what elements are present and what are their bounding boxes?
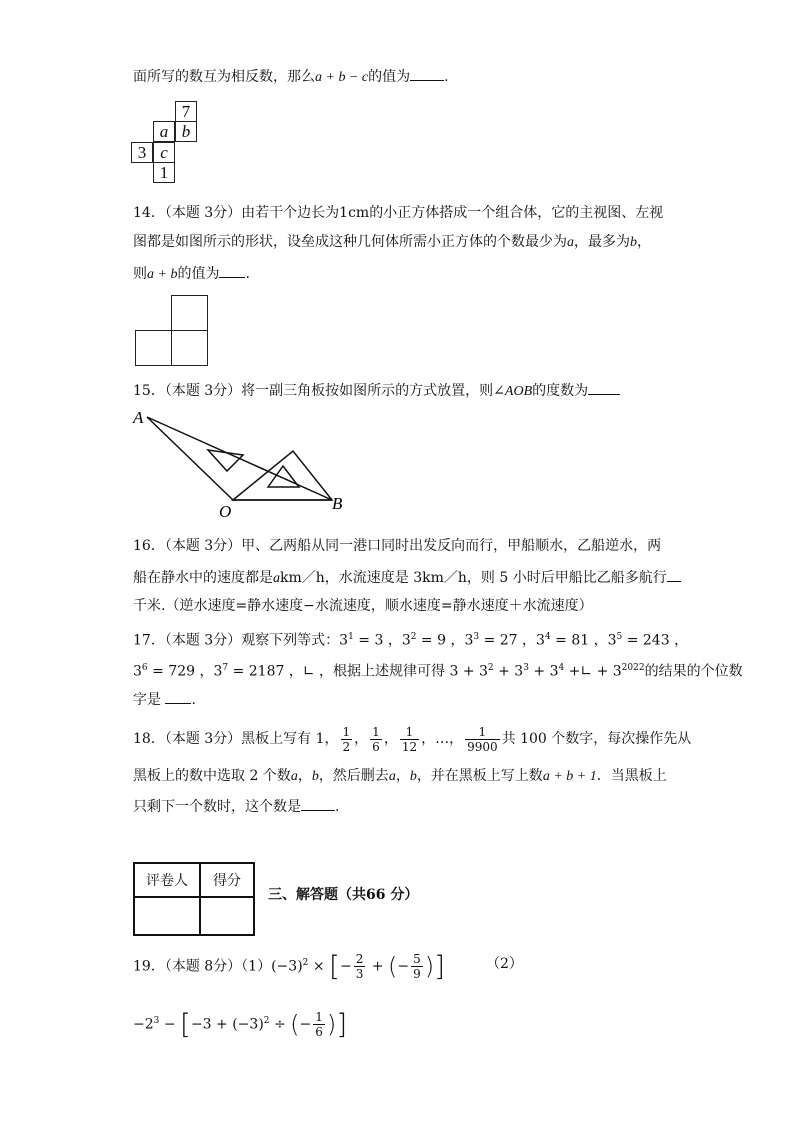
q18-frac-1-num: 1 xyxy=(342,724,351,739)
q18-expr: a + b + 1 xyxy=(542,769,597,784)
q19-p1-frac1-den: 3 xyxy=(355,967,364,982)
q15-text2: 的度数为 xyxy=(532,383,589,399)
section-heading: 三、解答题（共66 分） xyxy=(268,887,419,903)
q14-var-b: b xyxy=(630,235,637,250)
q17-intro: 17．（本题 3分）观察下列等式： xyxy=(133,632,340,649)
score-header-score: 得分 xyxy=(200,863,254,897)
q14-answer-blank xyxy=(219,263,245,278)
q18-line1: 18．（本题 3分）黑板上写有 1， $\frac{1}{2}$ ， $\frac{1}{6}$ ， $\frac{1}{12}$ ，…， $\frac{1}{9900}$ 共 100 个数字，每次操作先从 xyxy=(133,724,692,754)
q17-e5: 3 xyxy=(607,632,617,649)
q17-e6-result: = 729 ， xyxy=(147,663,214,680)
q18-ellipsis: ，…， xyxy=(421,731,464,747)
q19-p2-frac-den: 6 xyxy=(315,1025,323,1040)
q17-sum-exp3: 3 xyxy=(523,663,529,673)
q13-tail: 面所写的数互为相反数，那么 xyxy=(133,69,315,85)
q19-part1 xyxy=(133,946,445,984)
q16-line2 xyxy=(133,567,681,589)
q18-var-b2: b xyxy=(409,769,417,784)
q17-e2: 3 xyxy=(401,632,411,649)
q17-e4-exp: 4 xyxy=(544,632,551,642)
q17-line2-tail: 的结果的个位数 xyxy=(644,663,743,680)
q17-sum-exp2: 2 xyxy=(487,663,494,673)
q19-p2-neg: − xyxy=(299,1016,312,1033)
q14-line2 xyxy=(133,232,651,253)
q18-frac-2-num: 1 xyxy=(372,724,380,739)
q16-line2-text: km／h，水流速度是 3km／h，则 5 小时后甲船比乙船多航行 xyxy=(280,570,667,586)
q14-line2-text: 图都是如图所示的形状，设垒成这种几何体所需小正方体的个数最少为 xyxy=(133,234,567,250)
q19-p2-frac xyxy=(313,1010,325,1039)
q18-frac-4 xyxy=(465,725,500,754)
label-A: A xyxy=(133,408,144,427)
q18-frac-3-den: 12 xyxy=(401,739,418,754)
q18-comma1: ， xyxy=(297,768,312,784)
q15-angle: AOB xyxy=(504,384,533,399)
q18-var-a: a xyxy=(290,769,298,784)
q16-answer-blank xyxy=(667,567,681,582)
q18-frac-2-den: 6 xyxy=(372,739,380,754)
q18-answer-blank xyxy=(301,796,335,811)
q14-line2-mid: ，最多为 xyxy=(574,234,630,250)
q19-p1-base: (−3) xyxy=(271,958,303,975)
view-square-bottom-left xyxy=(135,330,172,366)
net-cell-a: a xyxy=(153,121,175,142)
q16-var-a: a xyxy=(273,571,280,586)
q18-line2-text: ，并在黑板上写上数 xyxy=(416,768,543,784)
q19-p1-paren-open: ( xyxy=(387,952,398,981)
q19-p1-frac1-num: 2 xyxy=(355,952,364,967)
q19-p1-bracket-open: [ xyxy=(329,949,340,983)
q19-p1-frac1 xyxy=(354,952,366,981)
q17-line3-text: 字是 xyxy=(133,692,161,708)
q19-p1-bracket-close: ] xyxy=(434,949,446,983)
q19-p2-bracket-close: ] xyxy=(336,1007,348,1041)
q14-line3-text: 的值为 xyxy=(177,266,220,282)
q13-text xyxy=(133,66,449,88)
q19-p2-minus: − xyxy=(159,1016,181,1033)
q15-line xyxy=(133,380,620,402)
q18-frac-2 xyxy=(370,725,382,754)
q15-answer-blank xyxy=(588,380,620,395)
net-cell-b: b xyxy=(175,121,197,142)
q18-frac-3 xyxy=(400,725,419,754)
q18-line3-text: 只剩下一个数时，这个数是 xyxy=(133,799,301,815)
q17-e2-result: = 9 ， xyxy=(416,632,465,649)
q17-e6-exp: 6 xyxy=(141,663,148,673)
q19-p1-frac2-den: 9 xyxy=(413,967,421,982)
q19-p2-frac-num: 1 xyxy=(315,1010,323,1025)
q13-expr: a + b − c xyxy=(315,70,369,85)
q18-line2-mid: ，然后删去 xyxy=(318,768,389,784)
q13-answer-blank xyxy=(410,66,444,81)
q14-line1: 14．（本题 3分）由若干个边长为1cm的小正方体搭成一个组合体，它的主视图、左视 xyxy=(133,205,664,221)
q14-expr: a + b xyxy=(147,267,178,282)
q17-e4: 3 xyxy=(536,632,545,649)
q19-p1-paren-close: ) xyxy=(424,952,435,981)
q17-sum-mid2: + 3 xyxy=(528,663,559,680)
view-square-top xyxy=(171,295,208,331)
q19-part2-label: （2） xyxy=(486,956,523,972)
q17-e7: 3 xyxy=(213,663,223,680)
q15-text: 15．（本题 3分）将一副三角板按如图所示的方式放置，则∠ xyxy=(133,383,505,399)
q19-p1-plus: + xyxy=(367,958,388,975)
net-cell-top: 7 xyxy=(175,101,197,122)
q16-line2-start: 船在静水中的速度都是 xyxy=(133,570,273,586)
q17-line3 xyxy=(133,689,196,710)
q17-e3-result: = 27 ， xyxy=(479,632,537,649)
label-O: O xyxy=(219,502,232,520)
q17-e2-exp: 2 xyxy=(410,632,417,642)
q17-e7-result: = 2187 ，∟ ，根据上述规律可得 3 + 3 xyxy=(228,663,488,680)
q14-line2-end: ， xyxy=(637,234,651,250)
q18-frac-4-num: 1 xyxy=(478,724,487,739)
q17-line2 xyxy=(133,658,743,682)
q18-line2-start: 黑板上的数中选取 2 个数 xyxy=(133,768,291,784)
q18-frac-1-den: 2 xyxy=(342,739,351,754)
q18-frac-1 xyxy=(341,725,353,754)
q18-var-a2: a xyxy=(388,769,396,784)
q19-p2-start: −2 xyxy=(133,1016,154,1033)
q19-p1-neg: − xyxy=(397,958,410,975)
q19-p1-frac2-num: 5 xyxy=(413,952,421,967)
view-square-bottom-right xyxy=(171,330,208,366)
q19-p2-div: ÷ xyxy=(269,1016,291,1033)
q14-var-a: a xyxy=(567,235,574,250)
q17-period: . xyxy=(191,692,196,708)
q18-line3 xyxy=(133,796,339,817)
score-cell-grader[interactable] xyxy=(134,897,200,935)
q17-sum-exp4: 4 xyxy=(558,663,565,673)
q17-sum-mid1: + 3 xyxy=(493,663,524,680)
label-B: B xyxy=(332,494,343,513)
q18-frac-3-num: 1 xyxy=(405,724,414,739)
net-cell-one: 1 xyxy=(153,162,175,183)
score-header-grader: 评卷人 xyxy=(134,863,200,897)
q17-e1: 3 xyxy=(339,632,349,649)
q17-e6: 3 xyxy=(133,663,142,680)
triangle-large-hole xyxy=(208,450,243,471)
q18-comma2: ， xyxy=(395,768,410,784)
q18-var-b: b xyxy=(311,769,319,784)
q18-line1-tail: 共 100 个数字，每次操作先从 xyxy=(501,731,692,747)
q19-p1-times: × xyxy=(308,958,330,975)
q18-line2 xyxy=(133,766,667,787)
q17-answer-blank xyxy=(165,689,191,704)
q13-period: . xyxy=(444,69,449,85)
q17-e1-exp: 1 xyxy=(348,632,354,642)
q15-triangle-figure xyxy=(125,405,355,520)
q17-e1-result: = 3 ， xyxy=(353,632,402,649)
q19-p2-inner: −3 + (−3) xyxy=(190,1016,264,1033)
q17-e3-exp: 3 xyxy=(473,632,480,642)
q14-line3 xyxy=(133,263,250,285)
q17-e5-exp: 5 xyxy=(616,632,623,642)
net-cell-c: c xyxy=(153,142,175,163)
net-cell-three: 3 xyxy=(131,142,153,163)
q19-p2-bracket-open: [ xyxy=(180,1007,191,1041)
q17-e5-result: = 243 ， xyxy=(622,632,689,649)
q17-e7-exp: 7 xyxy=(222,663,229,673)
q17-sum-exp-last: 2022 xyxy=(621,663,645,673)
q19-p1-frac2 xyxy=(411,952,423,981)
score-table xyxy=(133,862,255,936)
q13-suffix: 的值为 xyxy=(368,69,411,85)
q18-period: . xyxy=(335,799,340,815)
q19-part2 xyxy=(133,1004,347,1042)
q19-p2-paren-close: ) xyxy=(326,1010,337,1039)
q19-p2-exp1: 3 xyxy=(153,1016,160,1026)
q18-line2-end: ．当黑板上 xyxy=(596,768,667,784)
q17-e4-result: = 81 ， xyxy=(550,632,608,649)
q19-p2-paren-open: ( xyxy=(290,1010,300,1039)
q19-p2-exp2: 2 xyxy=(263,1016,270,1026)
q17-sum-mid3: +∟ + 3 xyxy=(564,663,622,680)
q19-p1-exp: 2 xyxy=(302,958,309,968)
q19-p1-minus: − xyxy=(339,958,352,975)
q19-label: 19．（本题 8分）（1） xyxy=(133,958,272,975)
q17-line1 xyxy=(133,627,688,651)
q16-line1: 16．（本题 3分）甲、乙两船从同一港口同时出发反向而行，甲船顺水，乙船逆水，两 xyxy=(133,538,662,554)
score-cell-score[interactable] xyxy=(200,897,254,935)
q17-e3: 3 xyxy=(464,632,474,649)
q18-intro: 18．（本题 3分）黑板上写有 1， xyxy=(133,731,339,747)
q14-period: . xyxy=(245,266,250,282)
q16-line3: 千米.（逆水速度=静水速度−水流速度，顺水速度=静水速度＋水流速度） xyxy=(133,598,593,614)
q18-frac-4-den: 9900 xyxy=(467,739,498,754)
q14-line3-start: 则 xyxy=(133,266,147,282)
